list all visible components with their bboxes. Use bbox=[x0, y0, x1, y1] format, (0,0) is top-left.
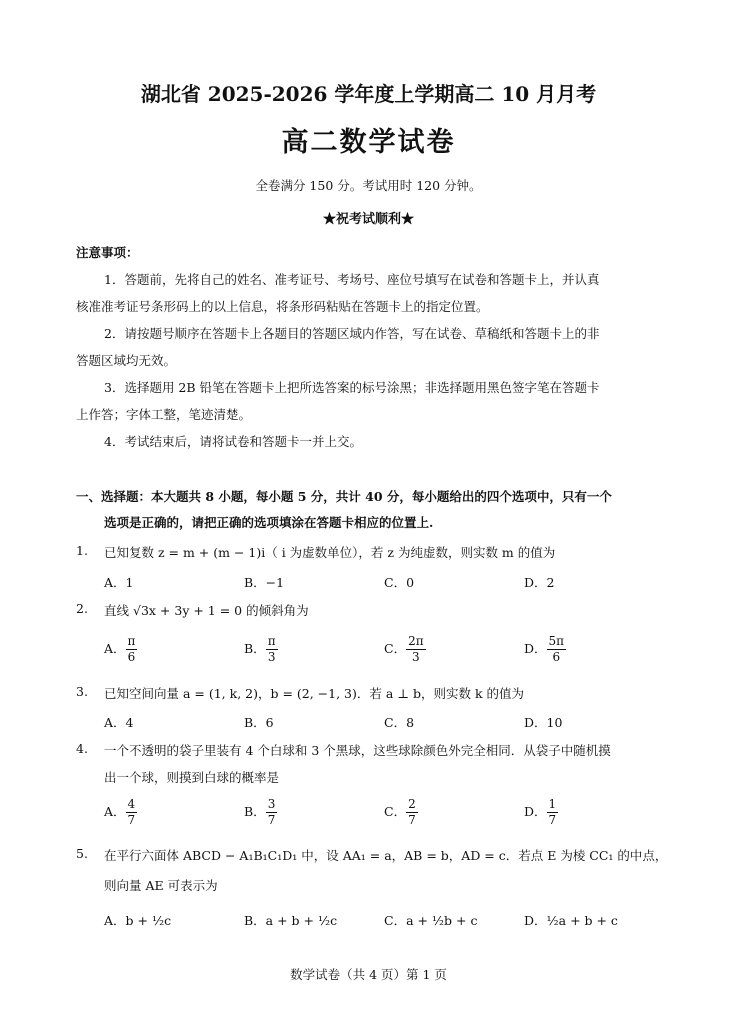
question-number: 2. bbox=[76, 601, 88, 616]
question-3-text: 已知空间向量 a = (1, k, 2)，b = (2, −1, 3)．若 a ⊥ b，则实数 k 的值为 bbox=[104, 686, 525, 701]
numerator: 2π bbox=[408, 634, 424, 648]
q4-option-c bbox=[384, 797, 418, 828]
q5-option-a: A．b + ½c bbox=[104, 913, 172, 928]
option-label: C． bbox=[384, 804, 407, 819]
notice-item-1-cont: 核准准考证号条形码上的以上信息，将条形码粘贴在答题卡上的指定位置。 bbox=[76, 299, 489, 314]
q4-option-a bbox=[104, 797, 137, 828]
notice-item-1: 1．答题前，先将自己的姓名、准考证号、考场号、座位号填写在试卷和答题卡上，并认真 bbox=[104, 272, 600, 287]
q2-option-b bbox=[244, 634, 278, 665]
numerator: 5π bbox=[548, 634, 565, 648]
q4-option-d bbox=[524, 797, 558, 828]
fraction bbox=[547, 634, 567, 665]
q5-option-c: C．a + ½b + c bbox=[384, 913, 478, 928]
numerator: π bbox=[267, 634, 276, 648]
question-number: 1. bbox=[76, 543, 88, 558]
denominator: 7 bbox=[127, 813, 136, 827]
exam-title: 湖北省 2025-2026 学年度上学期高二 10 月月考 bbox=[140, 82, 597, 106]
q1-option-b: B．−1 bbox=[244, 575, 285, 590]
notice-heading: 注意事项： bbox=[76, 245, 139, 260]
question-number: 5. bbox=[76, 846, 88, 861]
fraction bbox=[266, 797, 278, 828]
option-label: A． bbox=[104, 641, 126, 656]
q1-option-a: A．1 bbox=[104, 575, 134, 590]
notice-item-2: 2．请按题号顺序在答题卡上各题目的答题区域内作答，写在试卷、草稿纸和答题卡上的非 bbox=[104, 326, 600, 341]
fraction bbox=[406, 797, 418, 828]
denominator: 7 bbox=[548, 813, 557, 827]
option-label: A． bbox=[104, 804, 126, 819]
question-5-text: 在平行六面体 ABCD − A₁B₁C₁D₁ 中，设 AA₁ = a，AB = b，AD = c．若点 E 为棱 CC₁ 的中点， bbox=[104, 848, 668, 863]
numerator: π bbox=[127, 634, 136, 648]
good-luck-line: ★祝考试顺利★ bbox=[322, 212, 414, 227]
question-4-text: 一个不透明的袋子里装有 4 个白球和 3 个黑球，这些球除颜色外完全相同．从袋子中随机摸 bbox=[104, 743, 611, 758]
fraction bbox=[547, 797, 559, 828]
denominator: 7 bbox=[267, 813, 276, 827]
option-label: B． bbox=[244, 641, 266, 656]
q4-option-b bbox=[244, 797, 277, 828]
q3-option-a: A．4 bbox=[104, 715, 134, 730]
q3-option-d: D．10 bbox=[524, 715, 563, 730]
question-2-text: 直线 √3x + 3y + 1 = 0 的倾斜角为 bbox=[104, 603, 309, 618]
option-label: C． bbox=[384, 641, 407, 656]
exam-subtitle: 高二数学试卷 bbox=[281, 127, 456, 158]
question-number: 3. bbox=[76, 684, 88, 699]
q2-option-a bbox=[104, 634, 137, 665]
fraction bbox=[126, 634, 138, 665]
numerator: 3 bbox=[267, 797, 276, 811]
question-number: 4. bbox=[76, 741, 88, 756]
exam-info: 全卷满分 150 分。考试用时 120 分钟。 bbox=[255, 178, 482, 193]
q5-option-b: B．a + b + ½c bbox=[244, 913, 338, 928]
fraction bbox=[266, 634, 278, 665]
option-label: D． bbox=[524, 641, 547, 656]
denominator: 6 bbox=[127, 650, 136, 664]
notice-item-3: 3．选择题用 2B 铅笔在答题卡上把所选答案的标号涂黑；非选择题用黑色签字笔在答题卡 bbox=[104, 380, 600, 395]
q2-option-d bbox=[524, 634, 566, 665]
option-label: D． bbox=[524, 804, 547, 819]
question-4-text-cont: 出一个球，则摸到白球的概率是 bbox=[104, 770, 280, 785]
denominator: 7 bbox=[408, 813, 416, 827]
question-5-text-cont: 则向量 AE 可表示为 bbox=[104, 878, 218, 893]
q3-option-c: C．8 bbox=[384, 715, 415, 730]
section-heading-cont: 选项是正确的，请把正确的选项填涂在答题卡相应的位置上. bbox=[104, 515, 434, 530]
q5-option-d: D．½a + b + c bbox=[524, 913, 618, 928]
denominator: 3 bbox=[412, 650, 420, 664]
q1-option-c: C．0 bbox=[384, 575, 415, 590]
notice-item-4: 4．考试结束后，请将试卷和答题卡一并上交。 bbox=[104, 434, 362, 449]
numerator: 4 bbox=[127, 797, 136, 811]
fraction bbox=[406, 634, 426, 665]
question-1-text: 已知复数 z = m + (m − 1)i（ i 为虚数单位），若 z 为纯虚数，则实数 m 的值为 bbox=[104, 545, 556, 560]
option-label: B． bbox=[244, 804, 266, 819]
numerator: 2 bbox=[408, 797, 416, 811]
numerator: 1 bbox=[548, 797, 557, 811]
page-footer: 数学试卷（共 4 页）第 1 页 bbox=[290, 967, 447, 982]
notice-item-2-cont: 答题区域均无效。 bbox=[76, 353, 177, 368]
q3-option-b: B．6 bbox=[244, 715, 274, 730]
q1-option-d: D．2 bbox=[524, 575, 555, 590]
notice-item-3-cont: 上作答；字体工整，笔迹清楚。 bbox=[76, 407, 252, 422]
section-heading: 一、选择题：本大题共 8 小题，每小题 5 分，共计 40 分，每小题给出的四个选项中，只有一个 bbox=[76, 489, 612, 504]
denominator: 3 bbox=[267, 650, 276, 664]
q2-option-c bbox=[384, 634, 426, 665]
fraction bbox=[126, 797, 138, 828]
denominator: 6 bbox=[552, 650, 561, 664]
